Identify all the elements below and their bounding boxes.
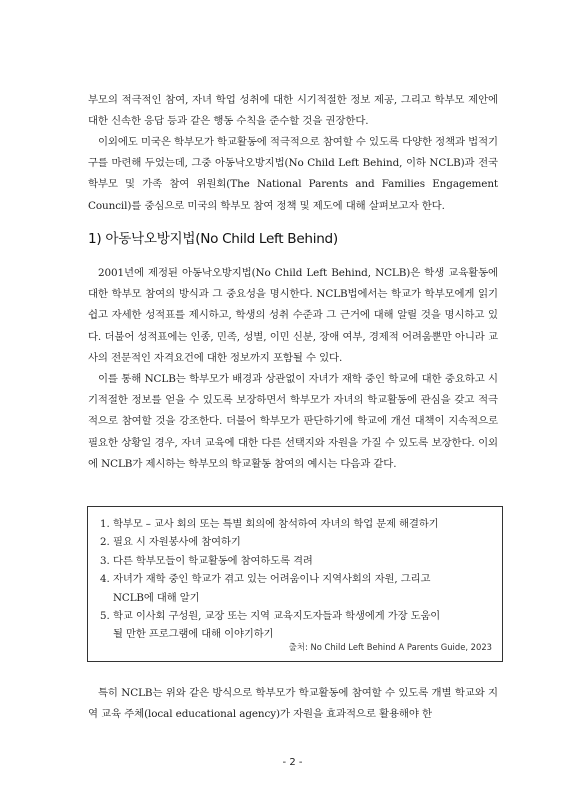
list-item-text: 다른 학부모들이 학교활동에 참여하도록 격려: [113, 554, 313, 567]
list-item-number: 1.: [100, 518, 110, 530]
section-heading: 1) 아동낙오방지법(No Child Left Behind): [88, 231, 338, 247]
intro-paragraph-2: 이외에도 미국은 학부모가 학교활동에 적극적으로 참여할 수 있도록 다양한 정책과 법적기구를 마련해 두었는데, 그중 아동낙오방지법(No Child Left Behind, 이하 NCLB)과 전국 학부모 및 가족 참여 위원회(The National Parents and Families Engagement Council)를 중심으로 미국의 학부모 참여 정책 및 제도에 대해 살펴보고자 한다.: [88, 136, 498, 212]
list-item-number: 4.: [100, 573, 110, 586]
page-number: - 2 -: [282, 757, 303, 768]
list-item-continuation: 될 만한 프로그램에 대해 이야기하기: [113, 628, 274, 641]
list-item: [100, 607, 492, 644]
intro-paragraph-1: 부모의 적극적인 참여, 자녀 학업 성취에 대한 시기적절한 정보 제공, 그리고 학부모 제안에 대한 신속한 응답 등과 같은 행동 수칙을 준수할 것을 권장한다.: [88, 94, 498, 128]
list-item-number: 5.: [100, 610, 110, 623]
list-item-number: 2.: [100, 536, 110, 549]
list-item-text: 필요 시 자원봉사에 참여하기: [113, 536, 241, 549]
closing-paragraph: 특히 NCLB는 위와 같은 방식으로 학부모가 학교활동에 참여할 수 있도록 개별 학교와 지역 교육 주체(local educational agency)가 자원을 효과적으로 활용해야 한: [88, 687, 498, 721]
list-item: [100, 533, 492, 551]
section-paragraph-2: 이를 통해 NCLB는 학부모가 배경과 상관없이 자녀가 재학 중인 학교에 대한 중요하고 시기적절한 정보를 얻을 수 있도록 보장하면서 학부모가 자녀의 학교활동에 관심을 갖고 적극적으로 참여할 것을 강조한다. 더불어 학부모가 판단하기에 학교에 개선 대책이 지속적으로 필요한 상황일 경우, 자녀 교육에 대한 다른 선택지와 자원을 가질 수 있도록 보장한다. 이외에 NCLB가 제시하는 학부모의 학교활동 참여의 예시는 다음과 같다.: [88, 373, 498, 470]
list-item-text: 자녀가 재학 중인 학교가 겪고 있는 어려움이나 지역사회의 자원, 그리고: [113, 573, 431, 586]
source-citation: 출처: No Child Left Behind A Parents Guide, 2023: [288, 642, 492, 652]
list-item-text: 학부모 – 교사 회의 또는 특별 회의에 참석하여 자녀의 학업 문제 해결하기: [113, 518, 439, 530]
list-item: [100, 570, 492, 607]
list-item: [100, 552, 492, 570]
examples-list: [100, 515, 492, 644]
list-item-text: 학교 이사회 구성원, 교장 또는 지역 교육지도자들과 학생에게 가장 도움이: [113, 610, 441, 623]
examples-box: [87, 506, 503, 662]
list-item-continuation: NCLB에 대해 알기: [113, 591, 200, 604]
list-item-number: 3.: [100, 554, 110, 567]
list-item: [100, 515, 492, 533]
section-paragraph-1: 2001년에 제정된 아동낙오방지법(No Child Left Behind, NCLB)은 학생 교육활동에 대한 학부모 참여의 방식과 그 중요성을 명시한다. NCLB법에서는 학교가 학부모에게 읽기 쉽고 자세한 성적표를 제시하고, 학생의 성취 수준과 그 근거에 대해 알릴 것을 명시하고 있다. 더불어 성적표에는 인종, 민족, 성별, 이민 신분, 장애 여부, 경제적 어려움뿐만 아니라 교사의 전문적인 자격요건에 대한 정보까지 포함될 수 있다.: [88, 267, 498, 364]
